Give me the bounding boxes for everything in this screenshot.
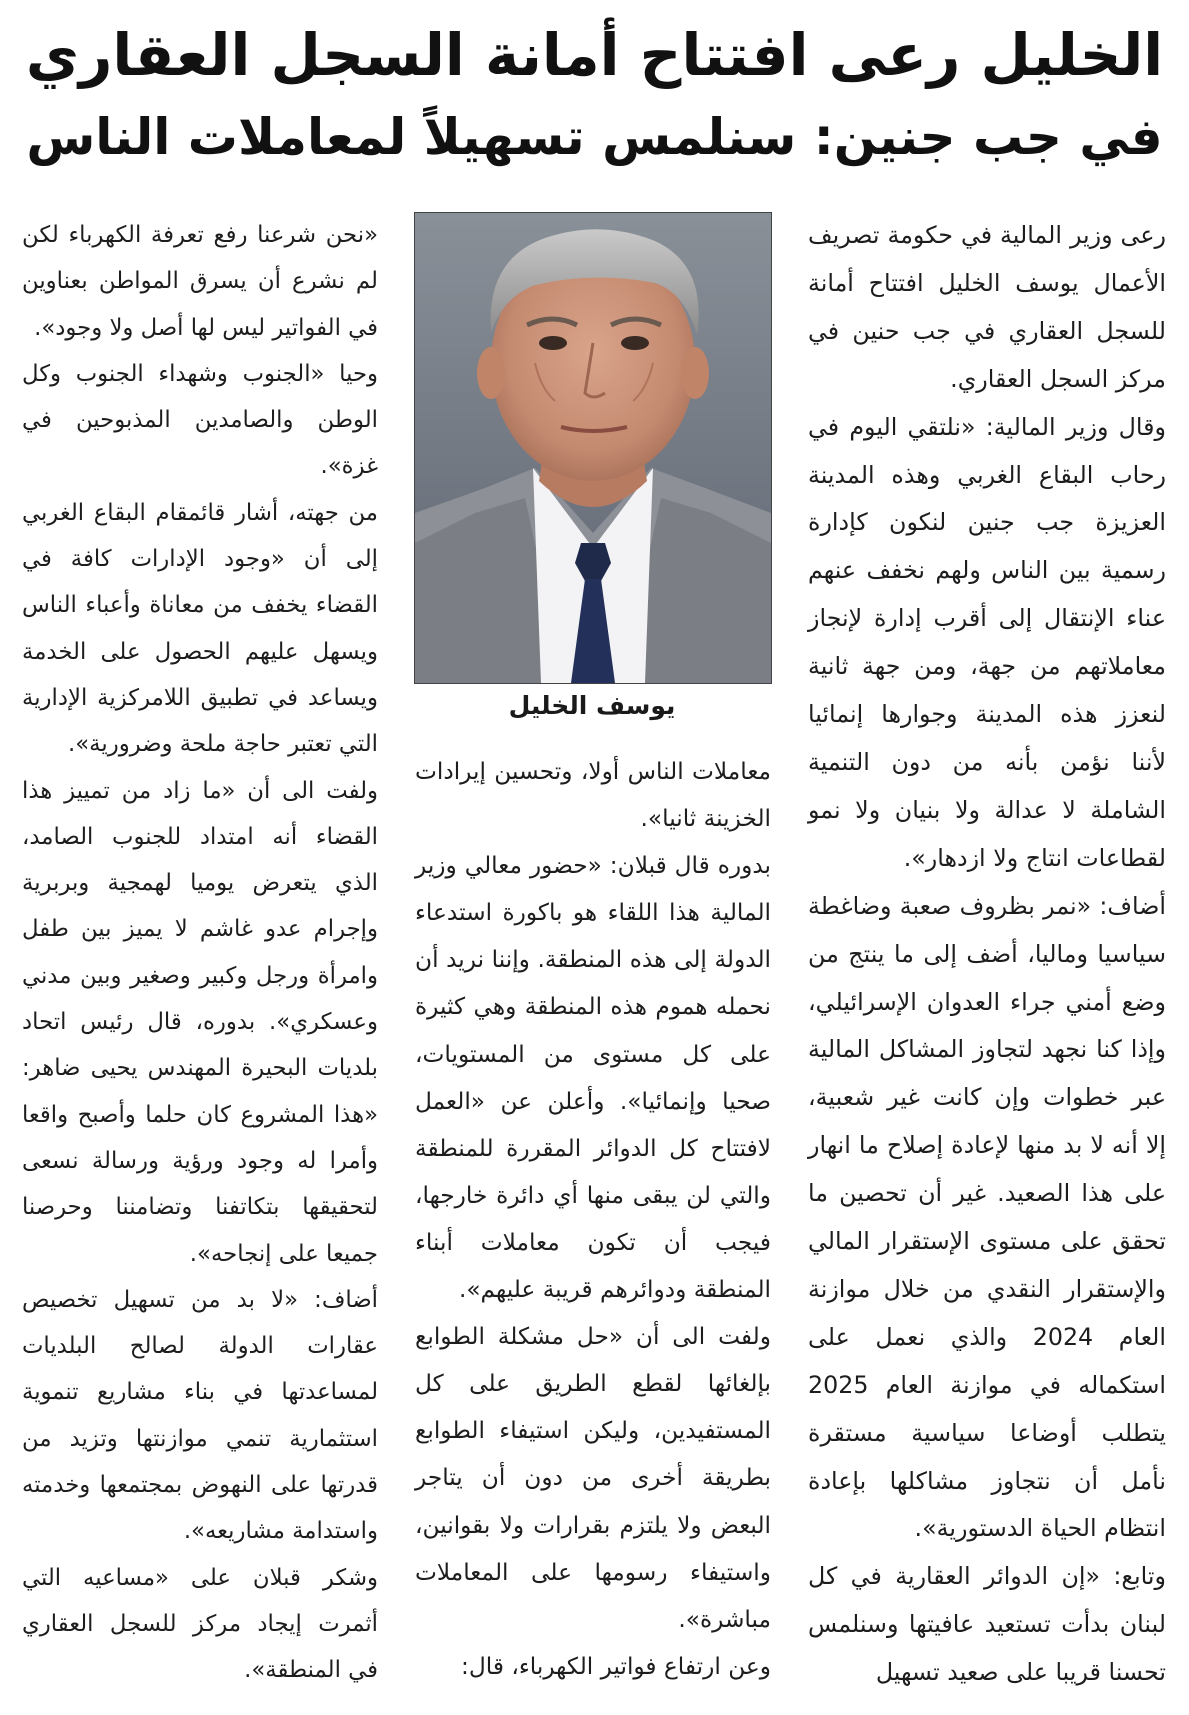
paragraph: بدوره قال قبلان: «حضور معالي وزير المالية هذا اللقاء هو باكورة استدعاء الدولة إلى هذه المنطقة. وإننا نريد أن نحمله هموم هذه المنطقة وهي كثيرة على كل مستوى من المستويات، صحيا وإنمائيا». وأعلن عن «العمل لافتتاح كل الدوائر المقررة للمنطقة والتي لن يبقى منها أي دائرة خارجها، فيجب أن تكون معاملات أبناء المنطقة ودوائرهم قريبة عليهم».	[415, 852, 771, 1304]
paragraph: وتابع: «إن الدوائر العقارية في كل لبنان بدأت تستعيد عافيتها وسنلمس تحسنا قريبا على صعيد تسهيل	[808, 1562, 1166, 1687]
article-column-middle	[415, 748, 771, 1690]
paragraph: من جهته، أشار قائمقام البقاع الغربي إلى أن «وجود الإدارات كافة في القضاء يخفف من معاناة وأعباء الناس ويسهل عليهم الحصول على الخدمة ويساعد في تطبيق اللامركزية الإدارية التي تعتبر حاجة ملحة وضرورية».	[22, 499, 378, 758]
headline-line-2: في جب جنين: سنلمس تسهيلاً لمعاملات الناس	[26, 108, 1163, 166]
paragraph: ولفت الى أن «ما زاد من تمييز هذا القضاء أنه امتداد للجنوب الصامد، الذي يتعرض يوميا لهمجية وبربرية وإجرام عدو غاشم لا يميز بين طفل وامرأة ورجل وكبير وصغير وبين مدني وعسكري». بدوره، قال رئيس اتحاد بلديات البحيرة المهندس يحيى ضاهر: «هذا المشروع كان حلما وأصبح واقعا وأمرا له وجود ورؤية ورسالة نسعى لتحقيقها بتكاتفنا وتضامننا وحرصنا جميعا على إنجاحه».	[22, 777, 378, 1267]
article-column-left	[22, 212, 378, 1694]
paragraph: «نحن شرعنا رفع تعرفة الكهرباء لكن لم نشرع أن يسرق المواطن بعناوين في الفواتير ليس لها أصل ولا وجود».	[22, 222, 378, 341]
article-headline	[20, 14, 1169, 189]
portrait-photo	[414, 212, 772, 684]
paragraph: أضاف: «لا بد من تسهيل تخصيص عقارات الدولة لصالح البلديات لمساعدتها في بناء مشاريع تنموية استثمارية تنمي موازنتها وتزيد من قدرتها على النهوض بمجتمعها وخدمته واستدامة مشاريعه».	[22, 1286, 378, 1545]
paragraph: أضاف: «نمر بظروف صعبة وضاغطة سياسيا وماليا، أضف إلى ما ينتج من وضع أمني جراء العدوان الإسرائيلي، وإذا كنا نجهد لتجاوز المشاكل المالية عبر خطوات وإن كانت غير شعبية، إلا أنه لا بد منها لإعادة إصلاح ما انهار على هذا الصعيد. غير أن تحصين ما تحقق على مستوى الإستقرار المالي والإستقرار النقدي من خلال موازنة العام 2024 والذي نعمل على استكماله في موازنة العام 2025 يتطلب أوضاعا سياسية مستقرة نأمل أن نتجاوز مشاكلها بإعادة انتظام الحياة الدستورية».	[808, 891, 1166, 1543]
paragraph: رعى وزير المالية في حكومة تصريف الأعمال يوسف الخليل افتتاح أمانة للسجل العقاري في جب حنين في مركز السجل العقاري.	[808, 221, 1166, 393]
paragraph: ولفت الى أن «حل مشكلة الطوابع بإلغائها لقطع الطريق على كل المستفيدين، وليكن استيفاء الطوابع بطريقة أخرى من دون أن يتاجر البعض ولا يلتزم بقرارات ولا بقوانين، واستيفاء رسومها على المعاملات مباشرة».	[415, 1323, 771, 1633]
headline-line-1: الخليل رعى افتتاح أمانة السجل العقاري	[25, 21, 1164, 89]
photo-caption: يوسف الخليل	[508, 691, 676, 720]
paragraph: وقال وزير المالية: «نلتقي اليوم في رحاب البقاع الغربي وهذه المدينة العزيزة جب جنين لنكون كإدارة رسمية بين الناس ولهم نخفف عنهم عناء الإنتقال إلى أقرب إدارة لإنجاز معاملاتهم من جهة، ومن جهة ثانية لنعزز هذه المدينة وجوارها إنمائيا لأننا نؤمن بأنه من دون التنمية الشاملة لا عدالة ولا بنيان ولا نمو لقطاعات انتاج ولا ازدهار».	[808, 412, 1166, 872]
paragraph: معاملات الناس أولا، وتحسين إيرادات الخزينة ثانيا».	[415, 758, 771, 833]
paragraph: وحيا «الجنوب وشهداء الجنوب وكل الوطن والصامدين المذبوحين في غزة».	[22, 360, 378, 480]
article-column-right	[808, 212, 1166, 1697]
paragraph: وشكر قبلان على «مساعيه التي أثمرت إيجاد مركز للسجل العقاري في المنطقة».	[22, 1564, 378, 1684]
paragraph: وعن ارتفاع فواتير الكهرباء، قال:	[461, 1652, 771, 1680]
